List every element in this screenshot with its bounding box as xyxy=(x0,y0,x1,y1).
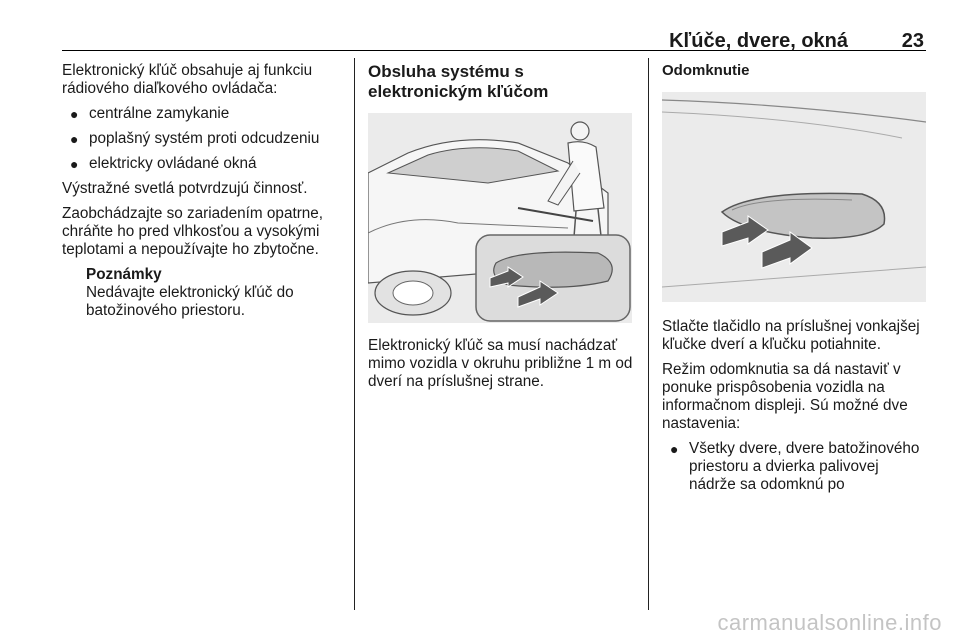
page-header xyxy=(62,0,926,51)
bullet-icon: ● xyxy=(70,131,79,147)
list-item: ● elektricky ovládané okná xyxy=(70,155,257,172)
feature-list xyxy=(62,105,348,173)
door-handle-svg xyxy=(662,92,926,302)
page-number: 23 xyxy=(901,30,924,52)
unlock-paragraph-1: Stlačte tlačidlo na príslušnej vonkajšej kľučke dverí a kľučku potiahnite. xyxy=(662,318,920,353)
intro-paragraph: Elektronický kľúč obsahuje aj funkciu rádiového diaľkového ovládača: xyxy=(62,62,313,97)
unlock-settings-list xyxy=(662,440,928,494)
list-item: ● Všetky dvere, dvere batožinového priestoru a dvierka palivovej nádrže sa odomknú po xyxy=(670,440,920,493)
column-3 xyxy=(662,62,928,501)
watermark: carmanualsonline.info xyxy=(717,610,942,635)
car-keyless-illustration xyxy=(368,113,632,323)
chapter-title: Kľúče, dvere, okná xyxy=(669,30,848,52)
section-heading: Obsluha systému s elektronickým kľúčom xyxy=(368,62,549,101)
column-1 xyxy=(62,62,348,320)
column-divider-right xyxy=(648,58,649,610)
unlock-paragraph-2: Režim odomknutia sa dá nastaviť v ponuke prispôsobenia vozidla na informačnom displeji. Sú možné dve nastavenia: xyxy=(662,361,908,432)
bullet-icon: ● xyxy=(70,156,79,172)
door-handle-illustration xyxy=(662,92,926,302)
bullet-icon: ● xyxy=(670,441,679,457)
signals-paragraph: Výstražné svetlá potvrdzujú činnosť. xyxy=(62,180,308,197)
caption-paragraph: Elektronický kľúč sa musí nachádzať mimo vozidla v okruhu približne 1 m od dverí na príslušnej strane. xyxy=(368,337,633,390)
bullet-icon: ● xyxy=(70,106,79,122)
list-item: ● poplašný systém proti odcudzeniu xyxy=(70,130,320,147)
note-text: Nedávajte elektronický kľúč do batožinového priestoru. xyxy=(86,284,294,319)
note-title: Poznámky xyxy=(86,266,162,283)
care-paragraph: Zaobchádzajte so zariadením opatrne, chráňte ho pred vlhkosťou a vysokými teplotami a nepoužívajte ho zbytočne. xyxy=(62,205,324,258)
car-illustration-svg xyxy=(368,113,632,323)
column-divider-left xyxy=(354,58,355,610)
list-item: ● centrálne zamykanie xyxy=(70,105,230,122)
unlock-heading: Odomknutie xyxy=(662,62,750,79)
column-2 xyxy=(368,62,636,398)
note-box xyxy=(86,266,348,320)
